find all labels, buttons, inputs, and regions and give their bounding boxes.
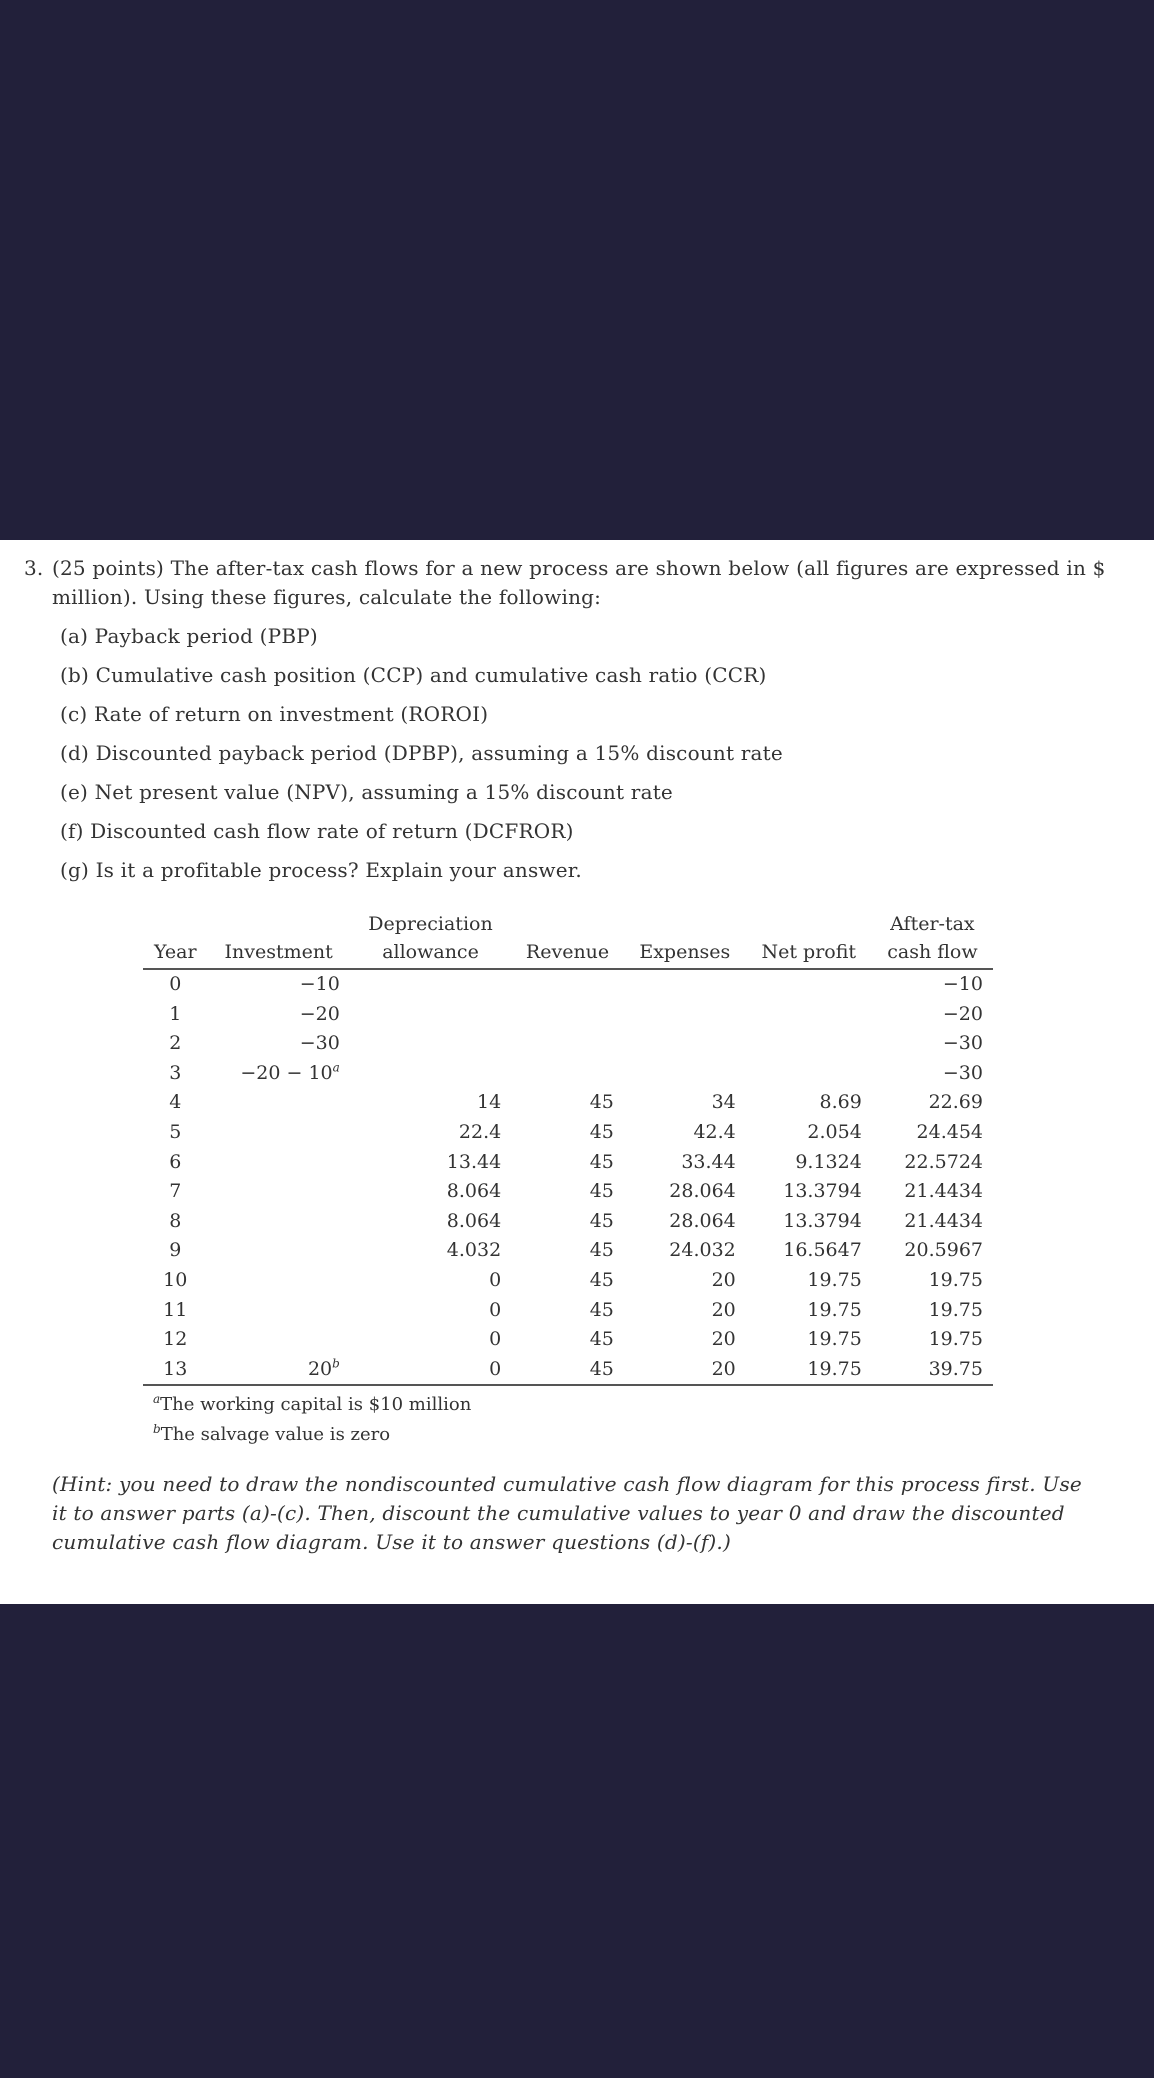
cell-investment: [208, 1266, 350, 1296]
cell-expenses: 34: [711, 1091, 736, 1114]
footnote-marker: b: [153, 1422, 161, 1437]
cell-net-profit: 19.75: [807, 1298, 862, 1321]
problem-number: 3.: [24, 556, 44, 580]
footnote-text: The working capital is $10 million: [160, 1394, 472, 1416]
cell-revenue: 45: [589, 1120, 614, 1143]
footnote: [153, 1390, 993, 1420]
cell-year: 6: [169, 1150, 182, 1173]
cell-revenue: 45: [589, 1091, 614, 1114]
cell-net-profit: 16.5647: [783, 1239, 862, 1262]
cell-revenue: 45: [589, 1150, 614, 1173]
cell-investment: [208, 1355, 350, 1386]
table-row: [143, 1148, 993, 1178]
table-row: [143, 1207, 993, 1237]
header-year: Year: [143, 938, 208, 969]
cell-depreciation: 8.064: [446, 1209, 502, 1232]
cell-expenses: 20: [624, 1355, 746, 1386]
table-header-row: [143, 938, 993, 969]
cell-expenses: 20: [711, 1328, 736, 1351]
cell-investment: −30: [299, 1032, 340, 1055]
cell-revenue: 45: [589, 1268, 614, 1291]
question-part: (a) Payback period (PBP): [60, 624, 318, 648]
cell-net-profit: [746, 969, 872, 1000]
question-parts-list: [60, 622, 1134, 895]
cell-expenses: 20: [711, 1298, 736, 1321]
cell-investment: [208, 1325, 350, 1355]
cell-cash-flow: 24.454: [916, 1120, 983, 1143]
cell-investment-value: 20: [307, 1357, 333, 1380]
cell-year: 1: [169, 1002, 182, 1025]
cell-depreciation: 14: [477, 1091, 502, 1114]
header-expenses: Expenses: [624, 938, 746, 969]
cell-cash-flow: 21.4434: [904, 1209, 983, 1232]
cell-investment-value: −20 − 10: [240, 1061, 333, 1084]
cell-net-profit: 13.3794: [783, 1180, 862, 1203]
cell-depreciation: 0: [489, 1268, 502, 1291]
cell-net-profit: 13.3794: [783, 1209, 862, 1232]
table-row: [143, 1177, 993, 1207]
problem-intro: (25 points) The after-tax cash flows for a new process are shown below (all figures are expressed in $ million). Using these figures, calculate the following:: [52, 556, 1106, 609]
question-part: (g) Is it a profitable process? Explain your answer.: [60, 858, 582, 882]
cell-cash-flow: 21.4434: [904, 1180, 983, 1203]
cell-year: 13: [143, 1355, 208, 1386]
cell-net-profit: 19.75: [807, 1328, 862, 1351]
cell-year: 0: [169, 973, 182, 995]
header-aftertax-top: After-tax: [890, 913, 975, 935]
cell-revenue: 45: [589, 1180, 614, 1203]
footnote-marker: a: [332, 1060, 340, 1075]
cell-expenses: 33.44: [681, 1150, 736, 1173]
cell-depreciation: 0: [489, 1328, 502, 1351]
cell-revenue: 45: [589, 1328, 614, 1351]
cell-year: 2: [169, 1032, 182, 1055]
cell-expenses: 42.4: [693, 1120, 736, 1143]
cell-investment: [208, 1236, 350, 1266]
hint-text: (Hint: you need to draw the nondiscounted cumulative cash flow diagram for this process first. Use it to answer parts (a)-(c). Then, discount the cumulative values to year 0 and draw the discounted cumulative cash flow diagram. Use it to answer questions (d)-(f).): [52, 1472, 1082, 1554]
table-row: [143, 1236, 993, 1266]
header-revenue: Revenue: [511, 938, 624, 969]
cell-revenue: [511, 1000, 624, 1030]
cell-depreciation: [350, 969, 511, 1000]
cell-net-profit: 19.75: [807, 1268, 862, 1291]
header-net-profit: Net profit: [746, 938, 872, 969]
table-header-row: [143, 910, 993, 938]
cell-expenses: [624, 969, 746, 1000]
cell-cash-flow: 20.5967: [904, 1239, 983, 1262]
cell-depreciation: 13.44: [446, 1150, 502, 1173]
cell-year: 9: [169, 1239, 182, 1262]
cell-revenue: [511, 1029, 624, 1059]
question-part: (d) Discounted payback period (DPBP), assuming a 15% discount rate: [60, 741, 783, 765]
cell-year: 3: [169, 1061, 182, 1084]
cell-expenses: 24.032: [669, 1239, 736, 1262]
cell-expenses: 20: [711, 1268, 736, 1291]
header-investment: Investment: [208, 938, 350, 969]
cell-revenue: 45: [511, 1355, 624, 1386]
cell-investment: [208, 1059, 350, 1089]
cell-cash-flow: −20: [942, 1002, 983, 1025]
question-part: (c) Rate of return on investment (ROROI): [60, 702, 489, 726]
cell-cash-flow: −10: [942, 973, 983, 995]
cell-net-profit: 2.054: [807, 1120, 862, 1143]
problem-statement: [24, 554, 1134, 895]
cell-year: 4: [169, 1091, 182, 1114]
cell-year: 12: [163, 1328, 188, 1351]
footnote-text: The salvage value is zero: [160, 1424, 391, 1446]
cash-flow-table-container: [143, 910, 993, 1450]
cell-year: 11: [163, 1298, 188, 1321]
cell-net-profit: 9.1324: [795, 1150, 862, 1173]
question-part: (e) Net present value (NPV), assuming a 15% discount rate: [60, 780, 673, 804]
cell-depreciation: 8.064: [446, 1180, 502, 1203]
cell-cash-flow: 19.75: [928, 1298, 983, 1321]
cell-revenue: [511, 1059, 624, 1089]
cell-revenue: [511, 969, 624, 1000]
cell-net-profit: 8.69: [819, 1091, 862, 1114]
table-row: [143, 1355, 993, 1386]
cell-revenue: 45: [589, 1239, 614, 1262]
table-footnotes: [143, 1390, 993, 1450]
cell-expenses: 28.064: [669, 1180, 736, 1203]
cell-investment: [208, 1296, 350, 1326]
table-row: [143, 969, 993, 1000]
cell-year: 10: [163, 1268, 188, 1291]
cell-net-profit: [746, 1059, 872, 1089]
cell-cash-flow: 22.69: [928, 1091, 983, 1114]
cell-depreciation: [350, 1059, 511, 1089]
cell-depreciation: 0: [489, 1298, 502, 1321]
cell-cash-flow: 22.5724: [904, 1150, 983, 1173]
cell-cash-flow: −30: [942, 1061, 983, 1084]
cell-net-profit: 19.75: [746, 1355, 872, 1386]
cell-investment: −20: [299, 1002, 340, 1025]
cell-cash-flow: 19.75: [928, 1268, 983, 1291]
cell-net-profit: [746, 1029, 872, 1059]
table-row: [143, 1118, 993, 1148]
cell-year: 7: [169, 1180, 182, 1203]
footnote: [153, 1420, 993, 1450]
cell-depreciation: 22.4: [458, 1120, 502, 1143]
table-row: [143, 1088, 993, 1118]
cell-depreciation: 0: [350, 1355, 511, 1386]
cell-expenses: 28.064: [669, 1209, 736, 1232]
cell-year: 5: [169, 1120, 182, 1143]
cell-investment: [208, 1148, 350, 1178]
cell-depreciation: [350, 1000, 511, 1030]
table-row: [143, 1000, 993, 1030]
question-part: (f) Discounted cash flow rate of return (DCFROR): [60, 819, 574, 843]
cell-depreciation: [350, 1029, 511, 1059]
table-row: [143, 1296, 993, 1326]
cell-investment: [208, 1118, 350, 1148]
table-row: [143, 1266, 993, 1296]
cell-expenses: [624, 1059, 746, 1089]
cell-investment: [208, 1177, 350, 1207]
cell-investment: [208, 1207, 350, 1237]
footnote-marker: b: [332, 1356, 340, 1371]
cell-cash-flow: 39.75: [872, 1355, 993, 1386]
table-row: [143, 1325, 993, 1355]
cell-year: 8: [169, 1209, 182, 1232]
table-row: [143, 1029, 993, 1059]
cell-expenses: [624, 1029, 746, 1059]
cell-expenses: [624, 1000, 746, 1030]
cell-investment: [208, 1088, 350, 1118]
cash-flow-table: [143, 910, 993, 1386]
cell-net-profit: [746, 1000, 872, 1030]
footnote-marker: a: [153, 1392, 161, 1407]
header-aftertax-bottom: cash flow: [872, 938, 993, 969]
cell-investment: −10: [299, 973, 340, 995]
document-page: [0, 540, 1154, 1604]
cell-cash-flow: −30: [942, 1032, 983, 1055]
header-depreciation-top: Depreciation: [368, 913, 493, 935]
cell-revenue: 45: [589, 1298, 614, 1321]
question-part: (b) Cumulative cash position (CCP) and cumulative cash ratio (CCR): [60, 663, 767, 687]
cell-revenue: 45: [589, 1209, 614, 1232]
cell-cash-flow: 19.75: [928, 1328, 983, 1351]
table-row: [143, 1059, 993, 1089]
cell-depreciation: 4.032: [446, 1239, 502, 1262]
header-depreciation-bottom: allowance: [350, 938, 511, 969]
